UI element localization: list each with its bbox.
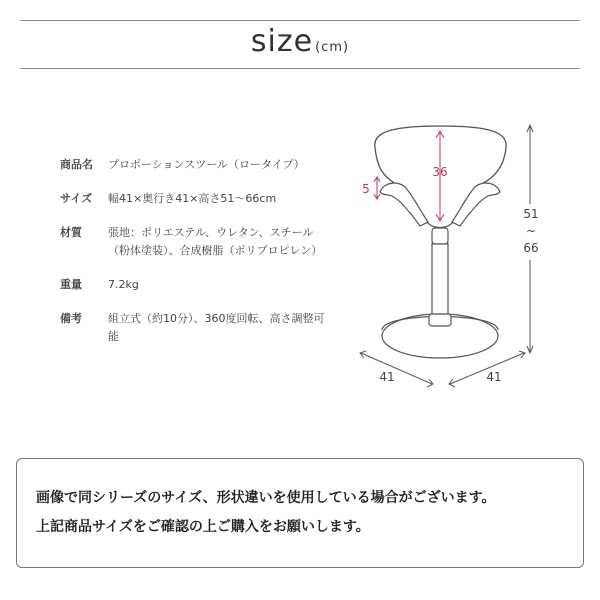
note-line-2: 上記商品サイズをご確認の上ご購入をお願いします。 bbox=[36, 519, 370, 535]
spec-value: プロポーションスツール（ロータイプ） bbox=[108, 158, 305, 171]
title-text: size bbox=[250, 24, 314, 59]
spec-label: 備考 bbox=[60, 312, 82, 325]
spec-value: 張地：ポリエステル、ウレタン、スチール（粉体塗装）、合成樹脂（ポリプロピレン） bbox=[108, 226, 323, 257]
title-unit: (cm) bbox=[315, 40, 350, 55]
height-sep-label: ~ bbox=[525, 224, 537, 238]
stool-neck bbox=[432, 228, 448, 244]
spec-label: 材質 bbox=[60, 226, 82, 239]
width-arrow bbox=[361, 353, 432, 384]
spec-value: 7.2kg bbox=[108, 278, 139, 291]
height-max-label: 66 bbox=[523, 241, 539, 255]
note-line-1: 画像で同シリーズのサイズ、形状違いを使用している場合がございます。 bbox=[36, 490, 496, 506]
spec-value: 幅41×奥行き41×高さ51～66cm bbox=[108, 192, 277, 205]
spec-label: 商品名 bbox=[60, 158, 93, 171]
arm-height-label: 5 bbox=[362, 182, 370, 196]
seat-depth-label: 36 bbox=[432, 165, 448, 179]
spec-label: サイズ bbox=[60, 192, 93, 205]
height-min-label: 51 bbox=[523, 207, 539, 221]
depth-label: 41 bbox=[486, 370, 502, 384]
stool-post bbox=[432, 244, 448, 316]
spec-value: 組立式（約10分）、360度回転、高さ調整可能 bbox=[108, 312, 325, 343]
spec-label: 重量 bbox=[60, 278, 82, 291]
width-label: 41 bbox=[379, 370, 395, 384]
stool-post-socket bbox=[429, 314, 451, 326]
note-box bbox=[16, 458, 584, 568]
